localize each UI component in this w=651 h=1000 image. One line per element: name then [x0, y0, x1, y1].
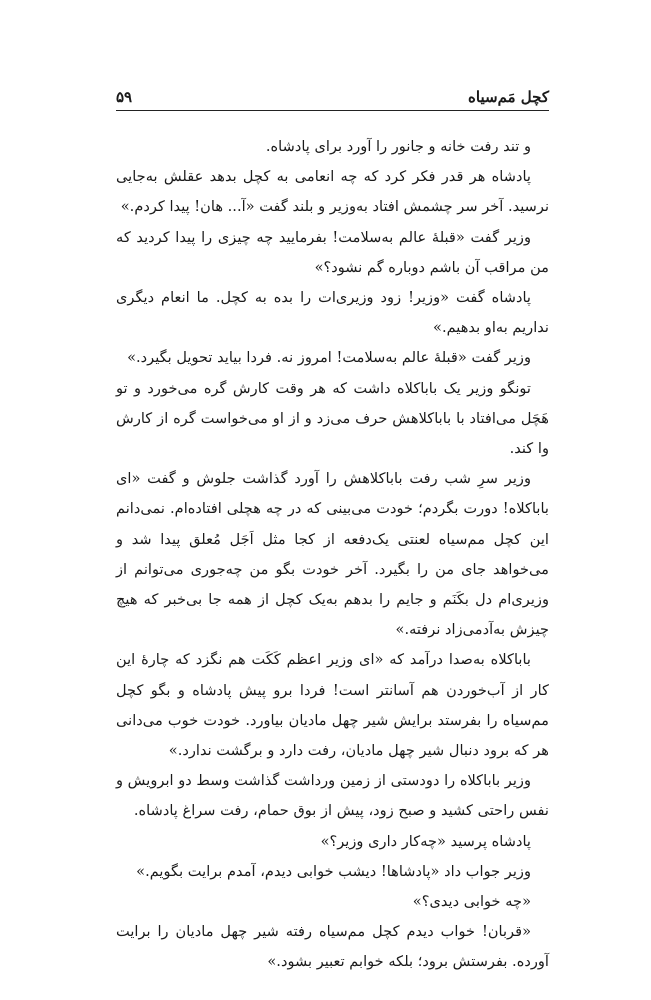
- page-header: [116, 88, 549, 111]
- paragraph: تونگو وزیر یک باباکلاه داشت که هر وقت کارش گره می‌خورد و تو هَچَل می‌افتاد با باباکلاهش حرف می‌زد و از او می‌خواست گره از کارش وا کند.: [116, 379, 549, 458]
- paragraph: وزیر گفت «قبلهٔ عالم به‌سلامت! بفرمایید چه چیزی را پیدا کردید که من مراقب آن باشم دوباره گم نشود؟»: [116, 228, 549, 276]
- body-text: [116, 132, 549, 978]
- page-number: ۵۹: [116, 88, 133, 106]
- paragraph: وزیر جواب داد «پادشاها! دیشب خوابی دیدم، آمدم برایت بگویم.»: [136, 862, 531, 880]
- running-title: کچل مَم‌سیاه: [468, 88, 549, 106]
- paragraph: وزیر گفت «قبلهٔ عالم به‌سلامت! امروز نه. فردا بیاید تحویل بگیرد.»: [127, 349, 531, 367]
- paragraph: پادشاه پرسید «چه‌کار داری وزیر؟»: [320, 832, 531, 850]
- paragraph: پادشاه هر قدر فکر کرد که چه انعامی به کچل بدهد عقلش به‌جایی نرسید. آخر سر چشمش افتاد به‌وزیر و بلند گفت «آ... هان! پیدا کردم.»: [116, 168, 549, 216]
- paragraph: باباکلاه به‌صدا درآمد که «ای وزیر اعظم کَکَت هم نگزد که چارهٔ این کار از آب‌خوردن هم آسانتر است! فردا برو پیش پادشاه و بگو کچل مم‌سیاه را بفرستد برایش شیر چهل مادیان بیاورد. خودت خوب می‌دانی هر که برود دنبال شیر چهل مادیان، رفت دارد و برگشت ندارد.»: [116, 651, 549, 760]
- paragraph: و تند رفت خانه و جانور را آورد برای پادشاه.: [265, 138, 531, 155]
- paragraph: وزیر باباکلاه را دودستی از زمین ورداشت گذاشت وسط دو ابرویش و نفس راحتی کشید و صبح زود، پیش از بوق حمام، رفت سراغ پادشاه.: [115, 772, 549, 820]
- paragraph: «قربان! خواب دیدم کچل مم‌سیاه رفته شیر چهل مادیان را برایت آورده. بفرستش برود؛ بلکه خوابم تعبیر بشود.»: [116, 923, 549, 971]
- paragraph: پادشاه گفت «وزیر! زود وزیری‌ات را بده به کچل. ما انعام دیگری نداریم به‌او بدهیم.»: [116, 289, 549, 337]
- paragraph: وزیر سرِ شب رفت باباکلاهش را آورد گذاشت جلوش و گفت «ای باباکلاه! دورت بگردم؛ خودت می‌بینی که در چه هچلی افتاده‌ام. نمی‌دانم این کچل مم‌سیاه لعنتی یک‌دفعه از کجا مثل اَجَل مُعلق پیدا شد و می‌خواهد جای من را بگیرد. آخر خودت بگو من چه‌جوری می‌توانم از وزیری‌ام دل بکَنَم و جایم را بدهم به‌یک کچل از همه جا بی‌خبر که هیچ چیزش به‌آدمی‌زاد نرفته.»: [116, 470, 549, 639]
- paragraph: «چه خوابی دیدی؟»: [412, 893, 531, 911]
